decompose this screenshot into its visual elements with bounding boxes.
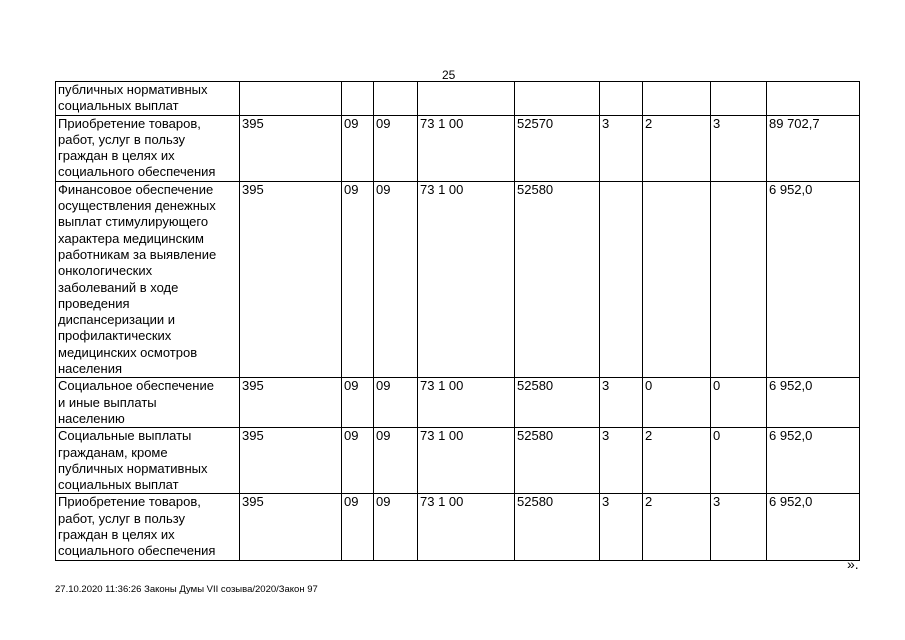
- table-row: [56, 82, 860, 116]
- cell-ministry-code: 395: [240, 494, 342, 560]
- cell-section: 09: [342, 428, 374, 494]
- cell-direction-code: 52580: [515, 428, 600, 494]
- cell-expense-type: [600, 181, 643, 378]
- cell-description: Приобретение товаров, работ, услуг в пользу граждан в целях их социального обеспечения: [56, 494, 240, 560]
- cell-program-code: 73 1 00: [418, 428, 515, 494]
- table-body: [56, 82, 860, 561]
- cell-amount: 89 702,7: [767, 115, 860, 181]
- cell-subsection: [374, 82, 418, 116]
- cell-expense-subgroup: [711, 82, 767, 116]
- cell-expense-subgroup: 3: [711, 115, 767, 181]
- cell-direction-code: 52570: [515, 115, 600, 181]
- budget-table: [55, 81, 860, 561]
- cell-amount: 6 952,0: [767, 494, 860, 560]
- cell-expense-group: 2: [643, 428, 711, 494]
- cell-program-code: 73 1 00: [418, 494, 515, 560]
- cell-expense-subgroup: [711, 181, 767, 378]
- cell-program-code: 73 1 00: [418, 181, 515, 378]
- cell-ministry-code: 395: [240, 378, 342, 428]
- page-number: 25: [442, 68, 456, 82]
- table-row: [56, 428, 860, 494]
- cell-direction-code: [515, 82, 600, 116]
- cell-expense-type: 3: [600, 115, 643, 181]
- cell-section: 09: [342, 115, 374, 181]
- cell-section: 09: [342, 378, 374, 428]
- cell-amount: 6 952,0: [767, 428, 860, 494]
- cell-program-code: 73 1 00: [418, 115, 515, 181]
- cell-expense-group: 2: [643, 494, 711, 560]
- cell-subsection: 09: [374, 428, 418, 494]
- document-footer: 27.10.2020 11:36:26 Законы Думы VII созыва/2020/Закон 97: [55, 584, 318, 595]
- cell-ministry-code: 395: [240, 181, 342, 378]
- cell-direction-code: 52580: [515, 494, 600, 560]
- cell-subsection: 09: [374, 494, 418, 560]
- cell-expense-group: [643, 181, 711, 378]
- cell-expense-group: 0: [643, 378, 711, 428]
- cell-subsection: 09: [374, 378, 418, 428]
- cell-expense-subgroup: 0: [711, 378, 767, 428]
- cell-expense-subgroup: 3: [711, 494, 767, 560]
- cell-expense-type: 3: [600, 428, 643, 494]
- closing-quote: ».: [847, 556, 859, 572]
- cell-ministry-code: [240, 82, 342, 116]
- cell-description: Социальные выплаты гражданам, кроме публичных нормативных социальных выплат: [56, 428, 240, 494]
- cell-expense-group: 2: [643, 115, 711, 181]
- cell-subsection: 09: [374, 181, 418, 378]
- cell-amount: [767, 82, 860, 116]
- cell-expense-type: 3: [600, 378, 643, 428]
- cell-section: 09: [342, 181, 374, 378]
- cell-section: [342, 82, 374, 116]
- cell-ministry-code: 395: [240, 115, 342, 181]
- cell-description: Социальное обеспечение и иные выплаты населению: [56, 378, 240, 428]
- cell-program-code: [418, 82, 515, 116]
- cell-description: Приобретение товаров, работ, услуг в пользу граждан в целях их социального обеспечения: [56, 115, 240, 181]
- cell-expense-type: [600, 82, 643, 116]
- cell-ministry-code: 395: [240, 428, 342, 494]
- cell-amount: 6 952,0: [767, 181, 860, 378]
- cell-expense-type: 3: [600, 494, 643, 560]
- cell-amount: 6 952,0: [767, 378, 860, 428]
- cell-description: публичных нормативных социальных выплат: [56, 82, 240, 116]
- cell-direction-code: 52580: [515, 378, 600, 428]
- table-row: [56, 115, 860, 181]
- cell-direction-code: 52580: [515, 181, 600, 378]
- cell-description: Финансовое обеспечение осуществления денежных выплат стимулирующего характера медицинским работникам за выявление онкологических заболеваний в ходе проведения диспансеризации и профилактических медицинских осмотров населения: [56, 181, 240, 378]
- cell-expense-group: [643, 82, 711, 116]
- table-row: [56, 494, 860, 560]
- cell-subsection: 09: [374, 115, 418, 181]
- cell-section: 09: [342, 494, 374, 560]
- cell-program-code: 73 1 00: [418, 378, 515, 428]
- cell-expense-subgroup: 0: [711, 428, 767, 494]
- table-row: [56, 378, 860, 428]
- table-row: [56, 181, 860, 378]
